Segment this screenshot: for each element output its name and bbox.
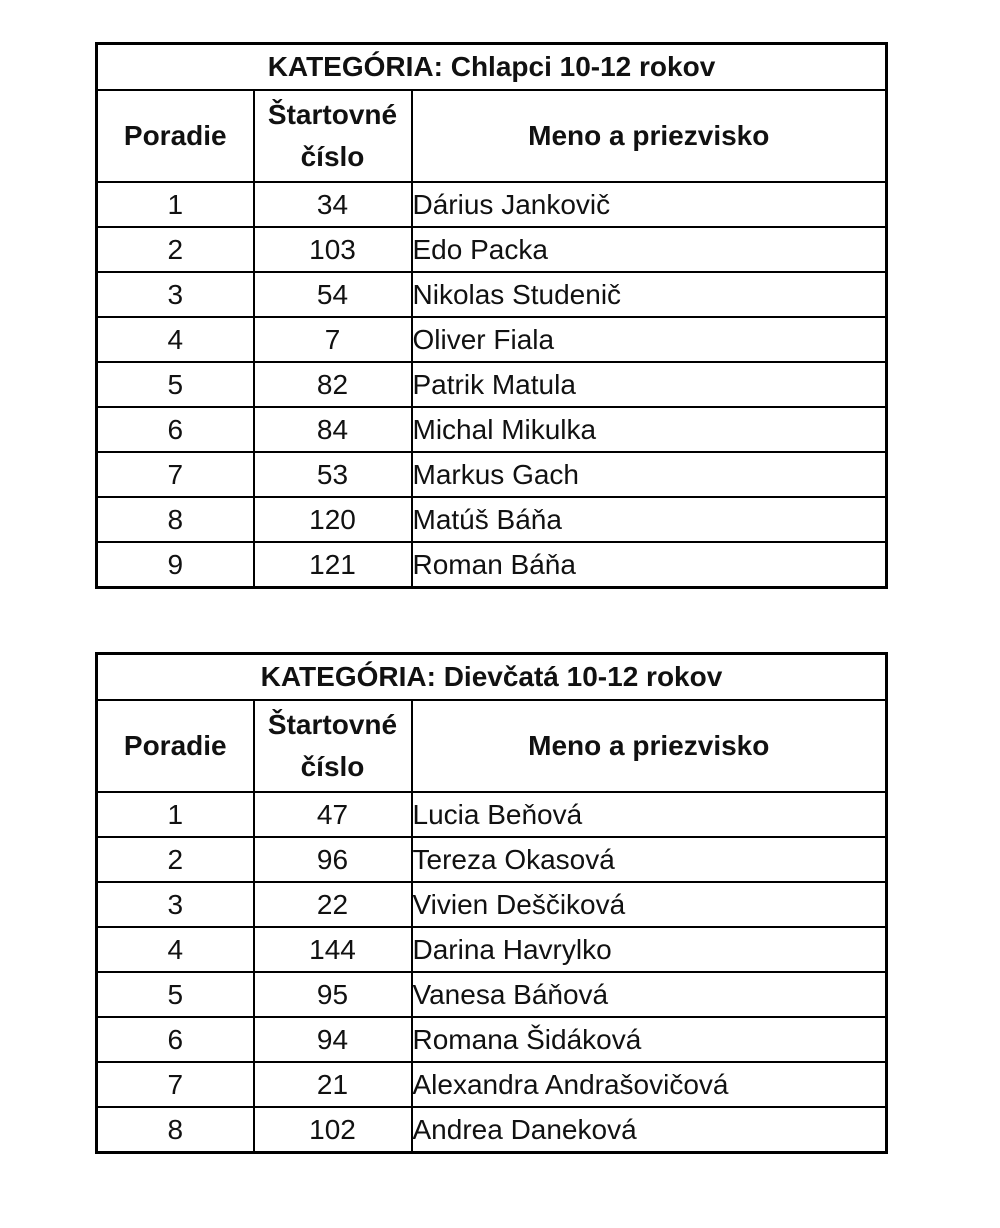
column-header-number-line1: Štartovné — [267, 99, 398, 130]
start-number-cell: 102 — [254, 1107, 412, 1153]
column-header-name: Meno a priezvisko — [412, 90, 887, 182]
table-row — [97, 927, 887, 972]
rank-cell: 2 — [97, 837, 254, 882]
start-number-cell: 22 — [254, 882, 412, 927]
rank-cell: 3 — [97, 882, 254, 927]
table-row — [97, 227, 887, 272]
table-row — [97, 882, 887, 927]
name-cell: Markus Gach — [412, 452, 887, 497]
category-title: KATEGÓRIA: Dievčatá 10-12 rokov — [97, 654, 887, 701]
start-number-cell: 34 — [254, 182, 412, 227]
rank-cell: 2 — [97, 227, 254, 272]
start-number-cell: 54 — [254, 272, 412, 317]
column-header-number-line2: číslo — [300, 141, 365, 172]
table-row — [97, 542, 887, 588]
start-number-cell: 53 — [254, 452, 412, 497]
name-cell: Matúš Báňa — [412, 497, 887, 542]
rank-cell: 1 — [97, 792, 254, 837]
table-row — [97, 1107, 887, 1153]
column-header-number-line2: číslo — [300, 751, 365, 782]
start-number-cell: 120 — [254, 497, 412, 542]
name-cell: Lucia Beňová — [412, 792, 887, 837]
rank-cell: 4 — [97, 927, 254, 972]
name-cell: Oliver Fiala — [412, 317, 887, 362]
rank-cell: 6 — [97, 407, 254, 452]
name-cell: Darina Havrylko — [412, 927, 887, 972]
rank-cell: 3 — [97, 272, 254, 317]
table-row — [97, 407, 887, 452]
name-cell: Tereza Okasová — [412, 837, 887, 882]
start-number-cell: 121 — [254, 542, 412, 588]
rank-cell: 4 — [97, 317, 254, 362]
column-header-number-line1: Štartovné — [267, 709, 398, 740]
table-row — [97, 792, 887, 837]
column-header-number — [254, 700, 412, 792]
start-number-cell: 82 — [254, 362, 412, 407]
name-cell: Vivien Deščiková — [412, 882, 887, 927]
table-row — [97, 1017, 887, 1062]
name-cell: Edo Packa — [412, 227, 887, 272]
name-cell: Vanesa Báňová — [412, 972, 887, 1017]
column-header-rank: Poradie — [97, 700, 254, 792]
name-cell: Romana Šidáková — [412, 1017, 887, 1062]
name-cell: Patrik Matula — [412, 362, 887, 407]
table-row — [97, 1062, 887, 1107]
name-cell: Nikolas Studenič — [412, 272, 887, 317]
start-number-cell: 144 — [254, 927, 412, 972]
column-header-number — [254, 90, 412, 182]
name-cell: Michal Mikulka — [412, 407, 887, 452]
start-number-cell: 96 — [254, 837, 412, 882]
table-row — [97, 317, 887, 362]
table-row — [97, 497, 887, 542]
results-table-boys — [95, 42, 888, 589]
start-number-cell: 7 — [254, 317, 412, 362]
rank-cell: 5 — [97, 362, 254, 407]
start-number-cell: 94 — [254, 1017, 412, 1062]
name-cell: Alexandra Andrašovičová — [412, 1062, 887, 1107]
start-number-cell: 21 — [254, 1062, 412, 1107]
name-cell: Dárius Jankovič — [412, 182, 887, 227]
start-number-cell: 95 — [254, 972, 412, 1017]
start-number-cell: 84 — [254, 407, 412, 452]
results-table-girls — [95, 652, 888, 1154]
column-header-name: Meno a priezvisko — [412, 700, 887, 792]
table-row — [97, 837, 887, 882]
start-number-cell: 47 — [254, 792, 412, 837]
name-cell: Roman Báňa — [412, 542, 887, 588]
column-header-rank: Poradie — [97, 90, 254, 182]
rank-cell: 5 — [97, 972, 254, 1017]
results-table-body — [97, 654, 887, 1153]
start-number-cell: 103 — [254, 227, 412, 272]
category-title: KATEGÓRIA: Chlapci 10-12 rokov — [97, 44, 887, 91]
rank-cell: 8 — [97, 497, 254, 542]
table-row — [97, 272, 887, 317]
rank-cell: 6 — [97, 1017, 254, 1062]
table-row — [97, 182, 887, 227]
table-row — [97, 362, 887, 407]
table-row — [97, 452, 887, 497]
rank-cell: 7 — [97, 452, 254, 497]
name-cell: Andrea Daneková — [412, 1107, 887, 1153]
rank-cell: 8 — [97, 1107, 254, 1153]
table-row — [97, 972, 887, 1017]
rank-cell: 7 — [97, 1062, 254, 1107]
rank-cell: 1 — [97, 182, 254, 227]
results-table-body — [97, 44, 887, 588]
rank-cell: 9 — [97, 542, 254, 588]
